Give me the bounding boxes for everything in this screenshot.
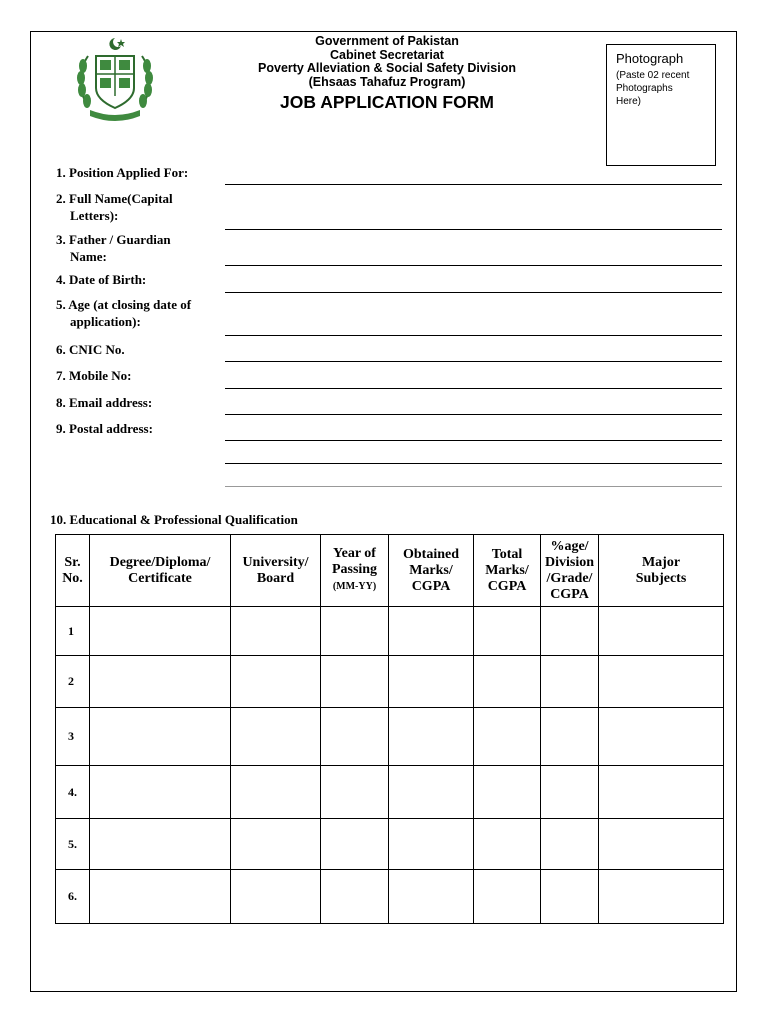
total-marks-cell[interactable] [474,766,541,819]
degree-cell[interactable] [90,819,231,870]
total-marks-cell[interactable] [474,708,541,766]
table-row [56,870,724,924]
total-marks-cell[interactable] [474,656,541,708]
form-header [232,35,542,113]
header-percentage-grade: %age/ Division /Grade/ CGPA [541,535,599,607]
table-row [56,766,724,819]
form-title: JOB APPLICATION FORM [280,92,494,113]
photograph-note-2: Photographs [616,83,673,94]
qualification-header-row [56,535,724,607]
degree-cell[interactable] [90,766,231,819]
university-cell[interactable] [231,766,321,819]
field-label-full-name: 2. Full Name(Capital Letters): [56,191,173,223]
row-number: 6. [56,870,90,924]
university-cell[interactable] [231,870,321,924]
field-label-position: 1. Position Applied For: [56,165,189,180]
photograph-note-3: Here) [616,96,642,107]
header-line-cabinet: Cabinet Secretariat [330,47,444,62]
university-cell[interactable] [231,656,321,708]
email-input-line[interactable] [225,414,722,415]
major-subjects-cell[interactable] [599,708,724,766]
full-name-input-line[interactable] [225,229,722,230]
header-total-marks: Total Marks/ CGPA [474,535,541,607]
degree-cell[interactable] [90,607,231,656]
table-row [56,819,724,870]
percentage-cell[interactable] [541,656,599,708]
total-marks-cell[interactable] [474,819,541,870]
year-cell[interactable] [321,708,389,766]
row-number: 1 [56,607,90,656]
field-label-email: 8. Email address: [56,395,153,410]
table-row [56,656,724,708]
header-major-subjects: Major Subjects [599,535,724,607]
degree-cell[interactable] [90,656,231,708]
field-label-father-name: 3. Father / Guardian Name: [56,232,171,264]
year-cell[interactable] [321,870,389,924]
father-name-input-line[interactable] [225,265,722,266]
state-emblem-icon [74,36,156,124]
header-line-government: Government of Pakistan [315,34,459,48]
total-marks-cell[interactable] [474,607,541,656]
percentage-cell[interactable] [541,708,599,766]
field-label-postal-address: 9. Postal address: [56,421,153,436]
degree-cell[interactable] [90,708,231,766]
row-number: 5. [56,819,90,870]
total-marks-cell[interactable] [474,870,541,924]
obtained-marks-cell[interactable] [389,870,474,924]
cnic-input-line[interactable] [225,361,722,362]
postal-address-input-line-1[interactable] [225,440,722,441]
header-degree: Degree/Diploma/ Certificate [90,535,231,607]
date-of-birth-input-line[interactable] [225,292,722,293]
university-cell[interactable] [231,819,321,870]
table-row [56,708,724,766]
postal-address-input-line-3[interactable] [225,486,722,487]
percentage-cell[interactable] [541,607,599,656]
year-cell[interactable] [321,656,389,708]
year-cell[interactable] [321,766,389,819]
field-label-mobile: 7. Mobile No: [56,368,132,383]
photograph-box[interactable] [606,44,716,166]
qualification-table [55,534,724,924]
age-input-line[interactable] [225,335,722,336]
table-row [56,607,724,656]
obtained-marks-cell[interactable] [389,607,474,656]
major-subjects-cell[interactable] [599,870,724,924]
percentage-cell[interactable] [541,766,599,819]
percentage-cell[interactable] [541,819,599,870]
header-line-program: (Ehsaas Tahafuz Program) [308,74,466,89]
year-cell[interactable] [321,607,389,656]
major-subjects-cell[interactable] [599,766,724,819]
obtained-marks-cell[interactable] [389,656,474,708]
photograph-title: Photograph [616,51,684,66]
row-number: 2 [56,656,90,708]
obtained-marks-cell[interactable] [389,766,474,819]
major-subjects-cell[interactable] [599,656,724,708]
header-year-of-passing: Year of Passing (MM-YY) [321,535,389,607]
percentage-cell[interactable] [541,870,599,924]
field-label-date-of-birth: 4. Date of Birth: [56,272,147,287]
degree-cell[interactable] [90,870,231,924]
photograph-note-1: (Paste 02 recent [616,70,690,81]
row-number: 4. [56,766,90,819]
field-label-age: 5. Age (at closing date of application): [56,297,192,329]
university-cell[interactable] [231,708,321,766]
header-obtained-marks: Obtained Marks/ CGPA [389,535,474,607]
mobile-input-line[interactable] [225,388,722,389]
position-input-line[interactable] [225,184,722,185]
header-line-division: Poverty Alleviation & Social Safety Division [258,61,516,76]
field-label-cnic: 6. CNIC No. [56,342,125,357]
postal-address-input-line-2[interactable] [225,463,722,464]
obtained-marks-cell[interactable] [389,819,474,870]
row-number: 3 [56,708,90,766]
obtained-marks-cell[interactable] [389,708,474,766]
header-university: University/ Board [231,535,321,607]
major-subjects-cell[interactable] [599,607,724,656]
qualification-section-title: 10. Educational & Professional Qualification [50,512,298,527]
year-cell[interactable] [321,819,389,870]
major-subjects-cell[interactable] [599,819,724,870]
header-sr-no: Sr. No. [56,535,90,607]
university-cell[interactable] [231,607,321,656]
